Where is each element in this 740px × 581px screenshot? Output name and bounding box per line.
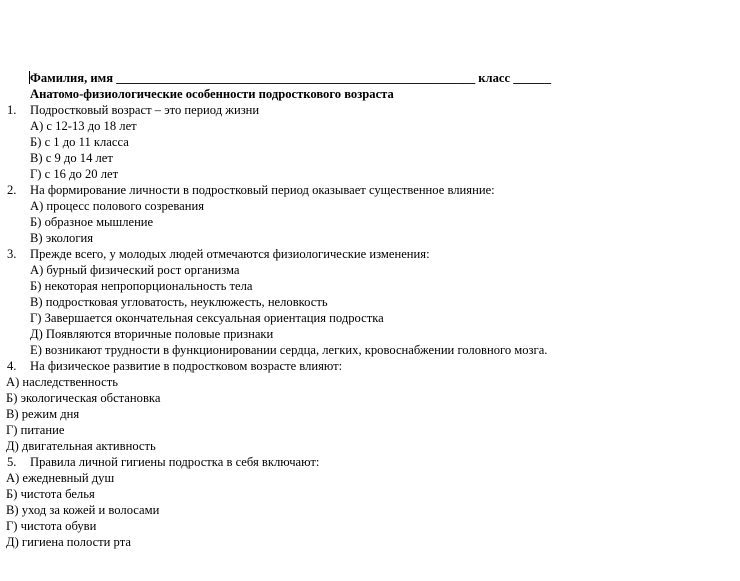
name-blank-line[interactable]: _________________________________________________________ (116, 71, 476, 85)
question-number: 1. (7, 103, 17, 117)
option-4d: Г) питание (6, 423, 65, 437)
option-1b: Б) с 1 до 11 класса (30, 135, 129, 149)
question-number: 3. (7, 247, 17, 261)
question-text: Подростковый возраст – это период жизни (30, 103, 260, 117)
option-4b: Б) экологическая обстановка (6, 391, 161, 405)
class-blank-line[interactable]: ______ (513, 71, 552, 85)
option-3e: Д) Появляются вторичные половые признаки (30, 327, 274, 341)
option-1c: В) с 9 до 14 лет (30, 151, 113, 165)
option-3d: Г) Завершается окончательная сексуальная ориентация подростка (30, 311, 384, 325)
option-5b: Б) чистота белья (6, 487, 95, 501)
option-4e: Д) двигательная активность (6, 439, 156, 453)
option-5d: Г) чистота обуви (6, 519, 97, 533)
option-3b: Б) некоторая непропорциональность тела (30, 279, 253, 293)
question-number: 5. (7, 455, 17, 469)
option-2c: В) экология (30, 231, 94, 245)
question-text: На формирование личности в подростковый период оказывает существенное влияние: (30, 183, 495, 197)
option-3a: А) бурный физический рост организма (30, 263, 240, 277)
option-5e: Д) гигиена полости рта (6, 535, 131, 549)
question-text: Правила личной гигиены подростка в себя включают: (30, 455, 320, 469)
question-text: На физическое развитие в подростковом возрасте влияют: (30, 359, 343, 373)
option-2b: Б) образное мышление (30, 215, 154, 229)
question-text: Прежде всего, у молодых людей отмечаются физиологические изменения: (30, 247, 430, 261)
option-2a: А) процесс полового созревания (30, 199, 205, 213)
option-1a: А) с 12-13 до 18 лет (30, 119, 137, 133)
name-label: Фамилия, имя (30, 71, 114, 85)
option-5c: В) уход за кожей и волосами (6, 503, 160, 517)
question-number: 2. (7, 183, 17, 197)
option-1d: Г) с 16 до 20 лет (30, 167, 119, 181)
question-number: 4. (7, 359, 17, 373)
document-title: Анатомо-физиологические особенности подросткового возраста (30, 87, 394, 101)
option-3c: В) подростковая угловатость, неуклюжесть, неловкость (30, 295, 328, 309)
class-label: класс (478, 71, 511, 85)
option-4a: А) наследственность (6, 375, 118, 389)
student-name-field[interactable] (29, 70, 551, 86)
option-5a: А) ежедневный душ (6, 471, 115, 485)
option-4c: В) режим дня (6, 407, 80, 421)
option-3f: Е) возникают трудности в функционировании сердца, легких, кровоснабжении головного мозга. (30, 343, 548, 357)
